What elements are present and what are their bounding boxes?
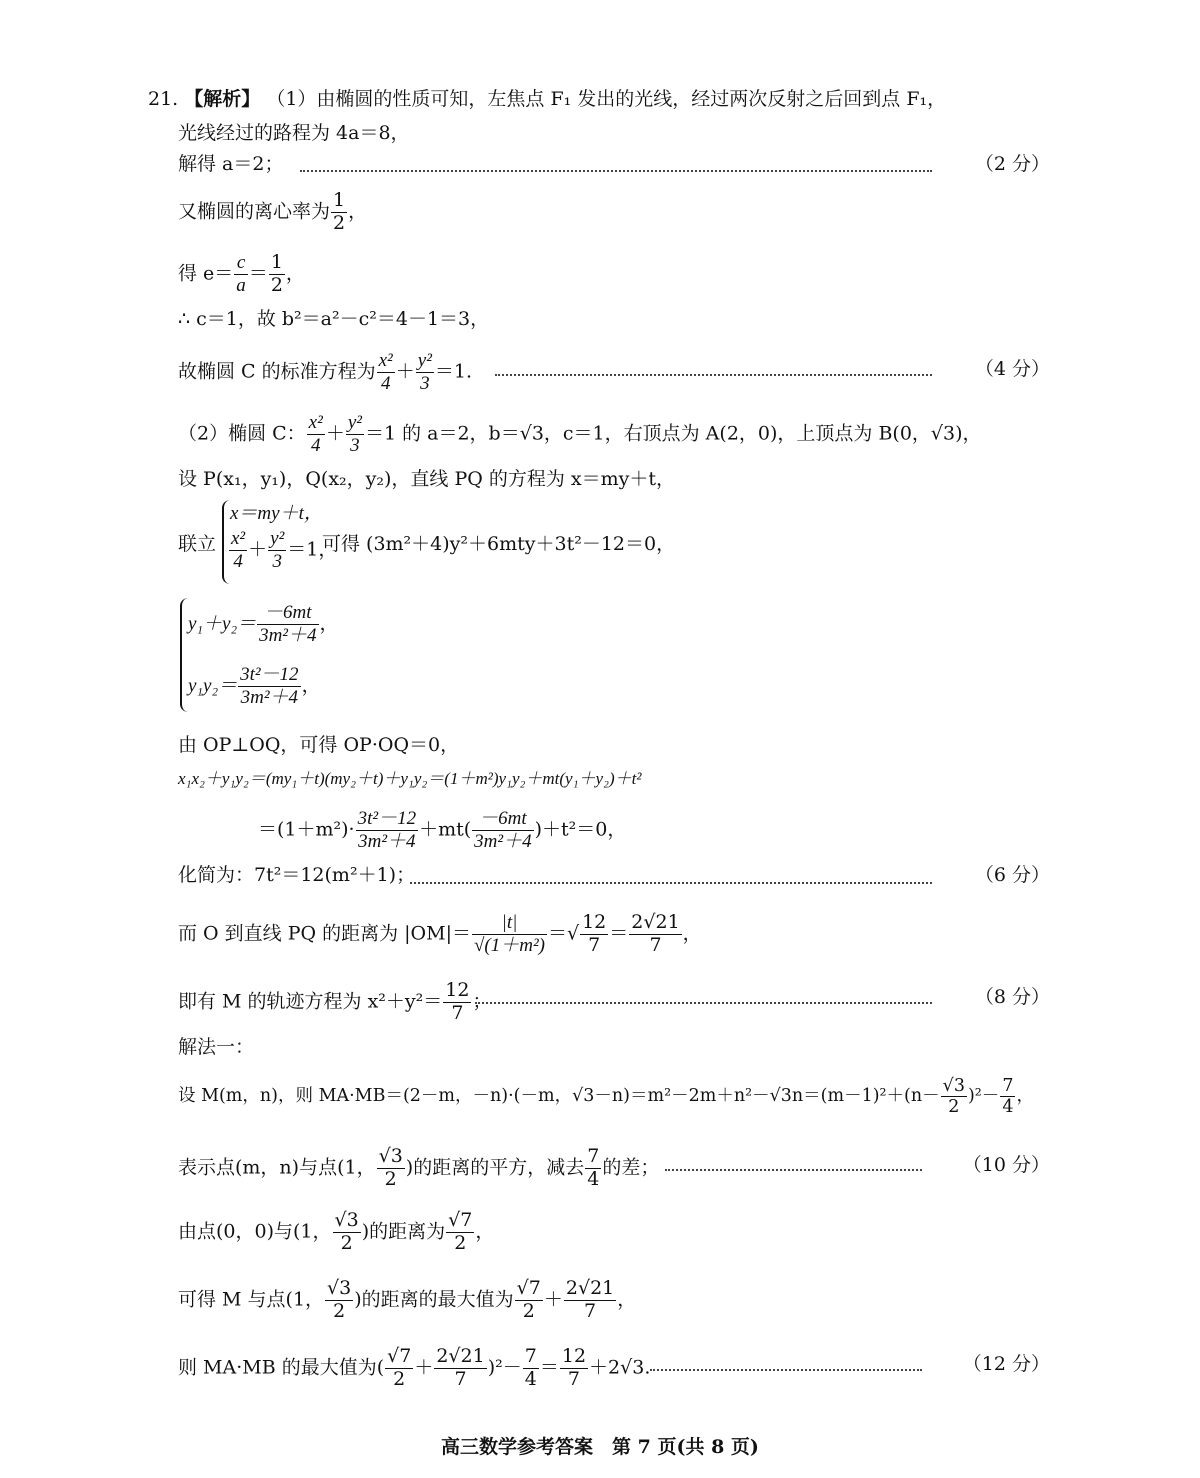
numerator: 1 [270, 251, 283, 273]
vieta-brace [180, 598, 188, 712]
comma: ， [682, 922, 702, 945]
fraction-2sqrt21-over-7 [434, 1346, 486, 1391]
fraction-c-over-a [234, 252, 248, 297]
numerator: c [234, 252, 248, 275]
denominator: 4 [587, 1167, 600, 1190]
expansion-part-b: ＋mt( [419, 818, 472, 841]
denominator: √(1＋m²) [473, 934, 545, 956]
denominator: 4 [1002, 1097, 1014, 1118]
problem-header [148, 90, 946, 109]
score-6: （6 分） [974, 864, 1050, 886]
e-prefix: 得 e＝ [178, 262, 234, 285]
fraction-vieta-product [238, 664, 300, 709]
fraction-7-over-4 [523, 1346, 539, 1391]
numerator: 2√21 [565, 1277, 615, 1299]
numerator: 3t²－12 [240, 664, 299, 685]
denominator: 2 [333, 1299, 346, 1322]
part2-prefix: （2）椭圆 C： [178, 422, 306, 445]
score-10: （10 分） [962, 1154, 1050, 1176]
denominator: 2 [270, 273, 283, 296]
comma: ， [475, 1220, 495, 1243]
comma: ， [301, 674, 321, 697]
denominator: 2 [384, 1167, 397, 1190]
fraction-x2-over-4 [377, 350, 395, 395]
origin-distance-b: )的距离为 [361, 1220, 446, 1243]
page-footer: 高三数学参考答案 第 7 页(共 8 页) [441, 1436, 759, 1458]
locus-line: 即有 M 的轨迹方程为 x²＋y²＝ $\frac{12}{7}$ ； [178, 979, 492, 1024]
denominator: 4 [524, 1367, 537, 1390]
fraction-12-over-7 [443, 980, 471, 1025]
denominator: 7 [588, 933, 601, 956]
quadratic-result: 可得 (3m²＋4)y²＋6mty＋3t²－12＝0， [322, 533, 676, 555]
fraction-2sqrt21-over-7 [564, 1278, 616, 1323]
fraction-half [269, 252, 285, 297]
denominator: a [236, 274, 246, 296]
fraction-vieta-sum [472, 808, 533, 853]
system-line-1: x＝my＋t， [230, 503, 323, 524]
numerator: √7 [448, 1209, 473, 1231]
denominator: 3 [420, 372, 430, 394]
analysis-tag: 【解析】 [184, 88, 261, 110]
numerator: √3 [334, 1209, 359, 1231]
denominator: 3m²＋4 [240, 686, 299, 708]
system-line-2 [228, 528, 337, 573]
problem-number: 21. [148, 88, 179, 110]
denominator: 3 [272, 550, 282, 572]
score-4: （4 分） [974, 358, 1050, 380]
fraction-sqrt3-over-2 [377, 1146, 405, 1191]
fraction-x2-over-4 [307, 412, 325, 457]
comma: ， [348, 200, 368, 223]
numerator: x² [378, 350, 393, 371]
score-8: （8 分） [974, 986, 1050, 1008]
denominator: 3m²＋4 [358, 830, 416, 852]
expansion-part-c: )＋t²＝0， [534, 818, 627, 841]
vieta-product [188, 664, 321, 709]
fraction-distance [472, 912, 547, 957]
plus: ＋ [248, 538, 268, 561]
std-eq-suffix: ＝1. [434, 360, 473, 383]
dot-leader [410, 882, 932, 884]
vieta-sum [188, 602, 339, 647]
numerator: y² [270, 528, 285, 549]
max-distance-b: )的距离的最大值为 [354, 1288, 514, 1311]
std-eq-prefix: 故椭圆 C 的标准方程为 [178, 360, 376, 383]
lianli-label: 联立 [178, 533, 217, 555]
numerator: 7 [587, 1145, 600, 1167]
denominator: 2 [454, 1231, 467, 1254]
denominator: 3m²＋4 [474, 830, 532, 852]
fraction-7-over-4 [1000, 1076, 1015, 1117]
comma: ， [1016, 1086, 1034, 1107]
distance-squared-b: )的距离的平方，减去 [405, 1156, 585, 1179]
fraction-sqrt7-over-2 [515, 1278, 543, 1323]
numerator: 12 [445, 979, 470, 1001]
fraction-sqrt3-over-2 [325, 1278, 353, 1323]
intro-text: （1）由椭圆的性质可知，左焦点 F₁ 发出的光线，经过两次反射之后回到点 F₁， [266, 88, 947, 110]
denominator: 2 [340, 1231, 353, 1254]
origin-distance-a: 由点(0，0)与(1， [178, 1220, 332, 1243]
fraction-sqrt7-over-2 [385, 1346, 413, 1391]
numerator: －6mt [472, 808, 533, 831]
expansion-part-a: ＝(1＋m²)· [258, 818, 355, 841]
numerator: |t| [472, 912, 547, 935]
fraction-7-over-4 [585, 1146, 601, 1191]
denominator: 3m²＋4 [259, 624, 317, 646]
numerator: 7 [1002, 1076, 1014, 1096]
denominator: 7 [649, 933, 662, 956]
numerator: 12 [582, 911, 607, 933]
origin-distance-line [178, 1210, 494, 1255]
expansion-line-1: x₁x₂＋y₁y₂＝(my₁＋t)(my₂＋t)＋y₁y₂＝(1＋m²)y₁y₂＋mt(y₁＋y₂)＋t² [178, 769, 642, 788]
dot-leader [300, 170, 932, 172]
dot-leader [650, 1369, 922, 1371]
denominator: 2 [522, 1299, 535, 1322]
final-line [178, 1346, 650, 1391]
denominator: 2 [393, 1367, 406, 1390]
simplify-line: 化简为：7t²＝12(m²＋1)； [178, 864, 416, 886]
distance-squared-c: 的差； [602, 1156, 660, 1179]
numerator: √7 [387, 1345, 412, 1367]
denominator: 7 [454, 1367, 467, 1390]
fraction-half [331, 190, 347, 235]
final-c: ＋2√3. [589, 1356, 651, 1379]
fraction-12-over-7 [560, 1346, 588, 1391]
numerator: 12 [561, 1345, 587, 1367]
numerator: 2√21 [436, 1345, 485, 1367]
fraction-y2-over-3 [268, 528, 286, 573]
set-pq-line: 设 P(x₁，y₁)，Q(x₂，y₂)，直线 PQ 的方程为 x＝my＋t， [178, 468, 675, 490]
distance-squared-a: 表示点(m，n)与点(1， [178, 1156, 376, 1179]
plus: ＋ [395, 360, 415, 383]
numerator: 1 [333, 189, 346, 211]
perpendicular-line: 由 OP⊥OQ，可得 OP·OQ＝0， [178, 734, 460, 756]
e-value-line [178, 252, 305, 297]
dot-product-mid: )²－ [967, 1086, 1000, 1107]
solve-a-line: 解得 a＝2； [178, 153, 284, 175]
dot-product-prefix: 设 M(m，n)，则 MA·MB＝(2－m，－n)·(－m，√3－n)＝m²－2m＋n²－√3n＝(m－1)²＋(n－ [178, 1086, 940, 1107]
standard-equation-line [178, 350, 472, 395]
equals: ＝ [539, 1356, 559, 1379]
distance-sqrt: ＝√ [547, 922, 580, 945]
numerator: 2√21 [631, 911, 680, 933]
dot-leader [495, 374, 932, 376]
score-12: （12 分） [962, 1353, 1050, 1375]
vieta-product-left: y₁y₂＝ [188, 675, 238, 697]
comma: ， [319, 612, 339, 635]
numerator: y² [347, 412, 362, 433]
denominator: 7 [451, 1001, 464, 1024]
final-b: )²－ [487, 1356, 522, 1379]
denominator: 2 [948, 1097, 960, 1118]
dot-leader [475, 1002, 932, 1004]
path-length-line: 光线经过的路程为 4a＝8， [178, 122, 410, 144]
locus-prefix: 即有 M 的轨迹方程为 x²＋y²＝ [178, 990, 443, 1013]
final-a: 则 MA·MB 的最大值为( [178, 1356, 385, 1379]
fraction-sqrt3-over-2 [333, 1210, 361, 1255]
part2-suffix: ＝1 的 a＝2，b＝√3，c＝1，右顶点为 A(2，0)，上顶点为 B(0，√3)， [364, 422, 982, 445]
plus: ＋ [414, 1356, 434, 1379]
dot-leader [665, 1169, 922, 1171]
max-distance-line [178, 1278, 636, 1323]
fraction-sqrt3-over-2 [941, 1076, 967, 1117]
max-distance-a: 可得 M 与点(1， [178, 1288, 325, 1311]
numerator: √3 [378, 1145, 403, 1167]
numerator: 3t²－12 [357, 808, 417, 829]
numerator: √7 [516, 1277, 541, 1299]
numerator: y² [417, 350, 432, 371]
denominator: 7 [584, 1299, 597, 1322]
plus: ＋ [325, 422, 345, 445]
plus: ＋ [543, 1288, 563, 1311]
method-one-heading: 解法一： [178, 1036, 255, 1058]
fraction-y2-over-3 [346, 412, 364, 457]
system-line2-suffix: ＝1， [287, 538, 338, 561]
vieta-sum-left: y₁＋y₂＝ [188, 613, 257, 635]
fraction-x2-over-4 [229, 528, 247, 573]
denominator: 2 [333, 211, 346, 234]
denominator: 3 [350, 434, 360, 456]
fraction-12-over-7 [580, 912, 608, 957]
numerator: 7 [524, 1345, 537, 1367]
numerator: √3 [942, 1076, 965, 1096]
eccentricity-line [178, 190, 367, 235]
denominator: 4 [233, 550, 243, 572]
comma: ， [285, 262, 305, 285]
dot-product-line [178, 1076, 1034, 1117]
numerator: －6mt [257, 602, 318, 625]
fraction-y2-over-3 [416, 350, 434, 395]
eccentricity-text: 又椭圆的离心率为 [178, 200, 331, 223]
fraction-vieta-sum [257, 602, 318, 647]
part2-line [178, 412, 982, 457]
equals: ＝ [248, 262, 268, 285]
distance-line [178, 912, 702, 957]
distance-squared-line [178, 1146, 659, 1191]
fraction-sqrt7-over-2 [446, 1210, 474, 1255]
fraction-2sqrt21-over-7 [629, 912, 681, 957]
numerator: x² [231, 528, 246, 549]
numerator: x² [308, 412, 323, 433]
c-value-line: ∴ c＝1，故 b²＝a²－c²＝4－1＝3， [178, 308, 490, 330]
expansion-line-2 [258, 808, 626, 853]
score-2: （2 分） [974, 153, 1050, 175]
distance-prefix: 而 O 到直线 PQ 的距离为 |OM|＝ [178, 922, 471, 945]
equals: ＝ [609, 922, 629, 945]
denominator: 4 [310, 434, 321, 456]
fraction-vieta-product [356, 808, 418, 853]
comma: ， [617, 1288, 637, 1311]
numerator: √3 [327, 1277, 352, 1299]
denominator: 7 [567, 1367, 580, 1390]
denominator: 4 [380, 372, 391, 394]
